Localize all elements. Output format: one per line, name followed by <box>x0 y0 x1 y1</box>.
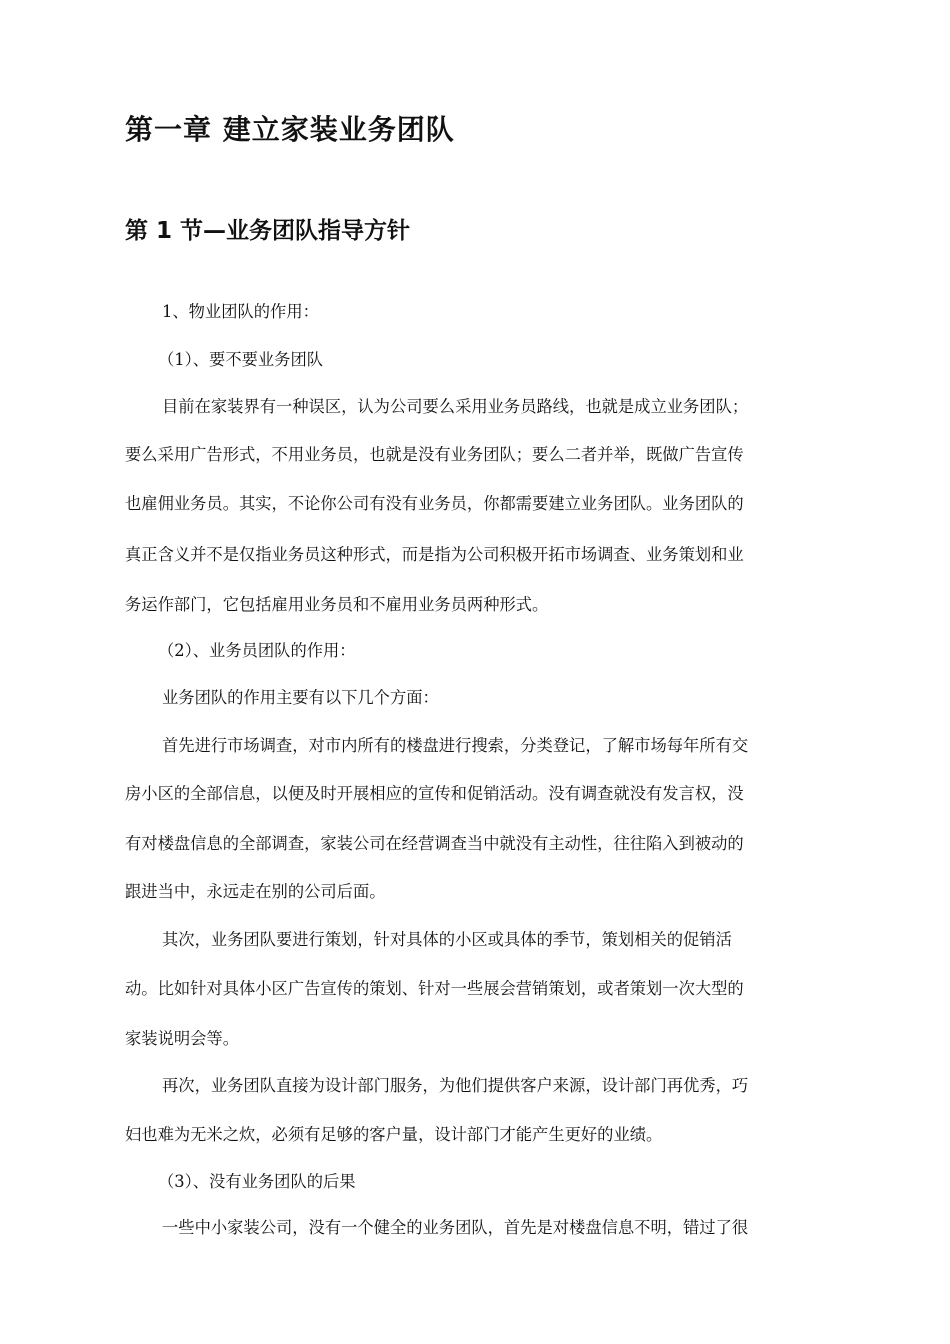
paragraph-line: 一些中小家装公司，没有一个健全的业务团队，首先是对楼盘信息不明，错过了很 <box>162 1218 749 1237</box>
paragraph-line: 有对楼盘信息的全部调查，家装公司在经营调查当中就没有主动性，往往陷入到被动的 <box>125 834 744 853</box>
paragraph-line: 妇也难为无米之炊，必须有足够的客户量，设计部门才能产生更好的业绩。 <box>125 1125 663 1144</box>
paragraph-line: 也雇佣业务员。其实，不论你公司有没有业务员，你都需要建立业务团队。业务团队的 <box>125 494 744 513</box>
paragraph-line: 目前在家装界有一种误区，认为公司要么采用业务员路线，也就是成立业务团队； <box>162 397 749 416</box>
paragraph-line: 要么采用广告形式，不用业务员，也就是没有业务团队；要么二者并举，既做广告宣传 <box>125 445 744 464</box>
paragraph-line: 首先进行市场调查，对市内所有的楼盘进行搜索，分类登记，了解市场每年所有交 <box>162 736 749 755</box>
section-title: 第 1 节—业务团队指导方针 <box>125 218 411 244</box>
paragraph-line: 跟进当中，永远走在别的公司后面。 <box>125 882 386 901</box>
subheading: （3）、没有业务团队的后果 <box>158 1172 356 1191</box>
subheading: （1）、要不要业务团队 <box>158 350 324 369</box>
paragraph-line: 其次，业务团队要进行策划，针对具体的小区或具体的季节，策划相关的促销活 <box>162 930 732 949</box>
paragraph-line: 务运作部门，它包括雇用业务员和不雇用业务员两种形式。 <box>125 595 549 614</box>
paragraph-line: 动。比如针对具体小区广告宣传的策划、针对一些展会营销策划，或者策划一次大型的 <box>125 979 744 998</box>
paragraph-line: 真正含义并不是仅指业务员这种形式，而是指为公司积极开拓市场调查、业务策划和业 <box>125 545 744 564</box>
item-heading: 1、物业团队的作用： <box>162 302 319 321</box>
subheading: （2）、业务员团队的作用： <box>158 641 356 660</box>
paragraph-line: 业务团队的作用主要有以下几个方面： <box>162 688 439 707</box>
paragraph-line: 再次，业务团队直接为设计部门服务，为他们提供客户来源，设计部门再优秀，巧 <box>162 1076 749 1095</box>
paragraph-line: 房小区的全部信息，以便及时开展相应的宣传和促销活动。没有调查就没有发言权，没 <box>125 784 744 803</box>
chapter-title: 第一章 建立家装业务团队 <box>125 113 455 146</box>
paragraph-line: 家装说明会等。 <box>125 1029 239 1048</box>
